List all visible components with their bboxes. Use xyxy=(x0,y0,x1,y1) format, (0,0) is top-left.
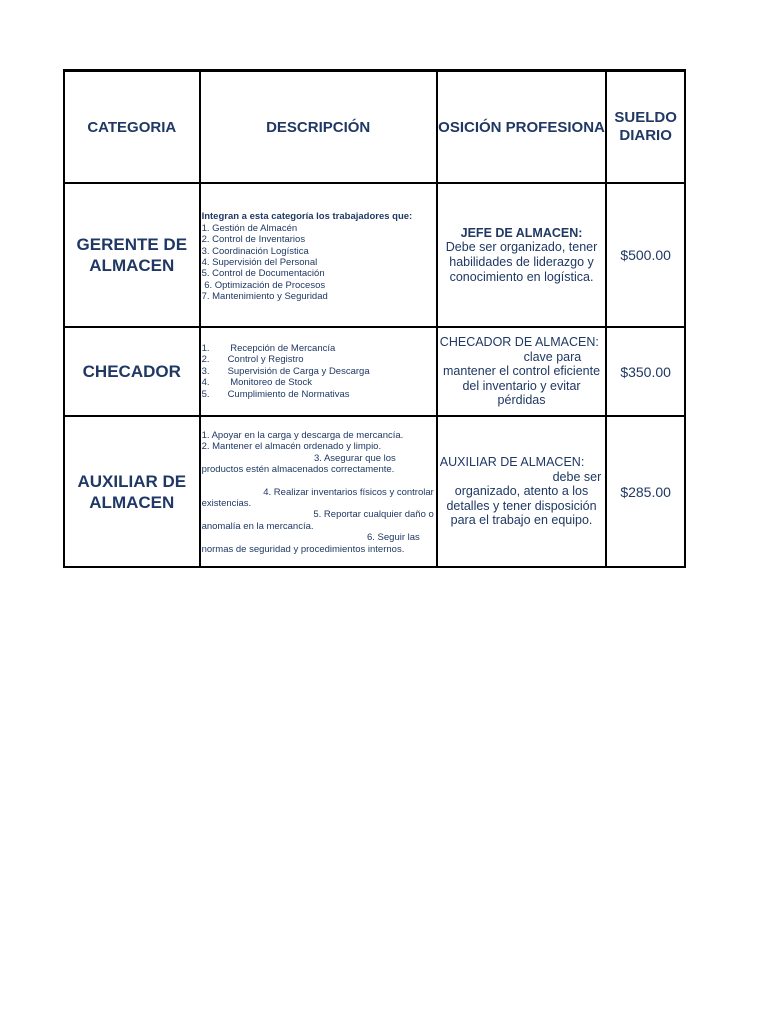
header-sueldo-line2: DIARIO xyxy=(619,127,672,144)
description-item: 6. Seguir las xyxy=(366,532,420,544)
item-text: Control y Registro xyxy=(227,354,304,366)
header-descripcion-label: DESCRIPCIÓN xyxy=(266,118,371,136)
description-item: 7. Mantenimiento y Seguridad xyxy=(201,291,328,303)
description-cell xyxy=(201,184,438,326)
table-row xyxy=(65,328,686,417)
item-number: 1. xyxy=(201,342,210,354)
position-title: JEFE DE ALMACEN: xyxy=(460,225,583,240)
description-spacer xyxy=(202,476,434,487)
position-cell xyxy=(438,184,607,326)
description-item: anomalía en la mercancía. xyxy=(201,520,314,532)
category-cell xyxy=(65,328,201,415)
description-item xyxy=(202,354,370,365)
header-sueldo xyxy=(607,72,686,182)
description-item: 4. Realizar inventarios físicos y controlar xyxy=(263,486,434,498)
category-cell xyxy=(65,184,201,326)
job-categories-table xyxy=(63,69,686,568)
item-text: Monitoreo de Stock xyxy=(227,377,313,389)
position-line2: debe ser xyxy=(552,469,602,484)
header-descripcion xyxy=(201,72,438,182)
header-posicion-label: OSICIÓN PROFESIONA xyxy=(438,118,605,136)
description-item: 5. Reportar cualquier daño o xyxy=(313,509,434,521)
description-cell xyxy=(201,328,438,415)
salary-value: $500.00 xyxy=(620,247,671,263)
header-sueldo-line1: SUELDO xyxy=(614,109,677,126)
item-text: Cumplimiento de Normativas xyxy=(227,388,350,400)
item-number: 4. xyxy=(201,377,210,389)
header-categoria-label: CATEGORIA xyxy=(87,118,177,136)
category-line1: CHECADOR xyxy=(82,362,181,381)
position-line2: clave para xyxy=(523,349,582,364)
salary-cell xyxy=(607,417,686,566)
description-lead: Integran a esta categoría los trabajadores que: xyxy=(201,211,413,223)
description-item: existencias. xyxy=(201,498,252,509)
position-cell xyxy=(438,328,607,415)
salary-cell xyxy=(607,184,686,326)
description-item: 5. Control de Documentación xyxy=(201,268,325,280)
item-text: Recepción de Mercancía xyxy=(227,342,336,354)
description-cell xyxy=(201,417,438,566)
header-categoria xyxy=(65,72,201,182)
description-item: 6. Optimización de Procesos xyxy=(201,279,326,291)
category-cell xyxy=(65,417,201,566)
item-number: 2. xyxy=(201,354,210,366)
description-item: 1. Gestión de Almacén xyxy=(201,222,298,234)
description-item: 2. Mantener el almacén ordenado y limpio. xyxy=(201,441,382,453)
category-line1: AUXILIAR DE xyxy=(77,471,187,491)
description-item xyxy=(202,389,370,400)
category-line2: ALMACEN xyxy=(89,492,175,512)
category-line1: GERENTE DE xyxy=(76,235,188,254)
description-item xyxy=(202,343,370,354)
description-item: 1. Apoyar en la carga y descarga de mercancía. xyxy=(201,429,404,441)
position-text: mantener el control eficiente del inventario y evitar pérdidas xyxy=(443,364,601,408)
position-title: AUXILIAR DE ALMACEN: xyxy=(439,455,585,470)
position-title: CHECADOR DE ALMACEN: xyxy=(439,335,599,350)
item-text: Supervisión de Carga y Descarga xyxy=(227,365,370,377)
salary-value: $285.00 xyxy=(620,483,671,500)
item-number: 3. xyxy=(201,365,210,377)
description-item: 3. Asegurar que los xyxy=(313,452,396,464)
description-item: normas de seguridad y procedimientos internos. xyxy=(201,543,405,555)
table-row xyxy=(65,417,686,568)
salary-value: $350.00 xyxy=(620,363,671,380)
description-item: 2. Control de Inventarios xyxy=(201,234,306,246)
salary-cell xyxy=(607,328,686,415)
description-item: productos estén almacenados correctamente. xyxy=(201,464,395,476)
description-item xyxy=(202,377,370,388)
description-item: 3. Coordinación Logística xyxy=(201,245,309,257)
position-text: organizado, atento a los detalles y tener disposición para el trabajo en equipo. xyxy=(446,484,597,528)
category-line2: ALMACEN xyxy=(89,256,175,275)
item-number: 5. xyxy=(201,388,210,400)
position-cell xyxy=(438,417,607,566)
table-row xyxy=(65,184,686,328)
position-text: Debe ser organizado, tener habilidades de liderazgo y conocimiento en logística. xyxy=(445,240,598,284)
table-header-row xyxy=(65,72,686,184)
description-item xyxy=(202,366,370,377)
description-item: 4. Supervisión del Personal xyxy=(201,257,318,268)
header-posicion xyxy=(438,72,607,182)
